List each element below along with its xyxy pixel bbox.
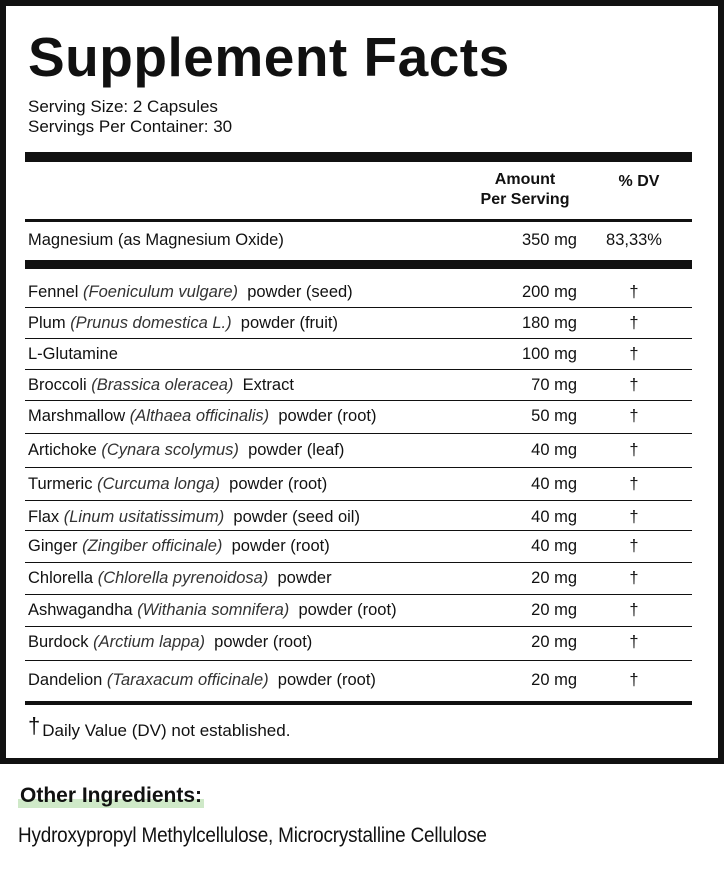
thick-divider-middle xyxy=(25,260,692,269)
ingredient-common-name: Flax xyxy=(28,508,60,526)
ingredient-form: powder (seed oil) xyxy=(233,508,360,526)
row-divider xyxy=(25,307,692,308)
ingredient-name xyxy=(28,314,338,333)
ingredient-name xyxy=(28,633,312,652)
ingredient-name xyxy=(28,475,327,494)
ingredient-name xyxy=(28,537,330,556)
ingredient-row xyxy=(25,371,692,401)
nutrient-amount: 350 mg xyxy=(521,231,577,249)
ingredient-amount: 40 mg xyxy=(531,537,577,555)
ingredient-latin-name: (Taraxacum officinale) xyxy=(106,671,269,689)
thick-divider-top xyxy=(25,152,692,162)
ingredient-name xyxy=(28,441,344,460)
primary-nutrient-row xyxy=(25,226,692,256)
row-divider xyxy=(25,594,692,595)
dv-column-header: % DV xyxy=(618,173,660,190)
ingredient-latin-name: (Prunus domestica L.) xyxy=(70,314,232,332)
ingredient-form: powder xyxy=(277,569,332,587)
ingredient-common-name: Burdock xyxy=(28,633,89,651)
ingredient-name xyxy=(28,508,360,527)
ingredient-amount: 50 mg xyxy=(531,407,577,425)
ingredient-form: powder (root) xyxy=(278,407,377,425)
ingredient-latin-name: (Curcuma longa) xyxy=(97,475,220,493)
servings-per-container: Servings Per Container: 30 xyxy=(28,117,233,136)
ingredient-common-name: Ashwagandha xyxy=(28,601,133,619)
ingredient-form: powder (root) xyxy=(214,633,313,651)
ingredient-form: powder (seed) xyxy=(247,283,353,301)
ingredient-amount: 200 mg xyxy=(521,283,577,301)
ingredient-name xyxy=(28,671,376,690)
ingredient-row xyxy=(25,436,692,466)
ingredient-row xyxy=(25,628,692,658)
ingredient-common-name: Broccoli xyxy=(28,376,87,394)
ingredient-common-name: Artichoke xyxy=(28,441,97,459)
ingredient-dv: † xyxy=(629,441,639,459)
ingredient-row xyxy=(25,278,692,308)
row-divider xyxy=(25,433,692,434)
ingredient-dv: † xyxy=(629,569,639,587)
ingredient-name xyxy=(28,283,353,302)
ingredient-latin-name: (Arctium lappa) xyxy=(93,633,205,651)
ingredient-amount: 40 mg xyxy=(531,441,577,459)
ingredient-form: powder (fruit) xyxy=(240,314,338,332)
ingredient-dv: † xyxy=(629,633,639,651)
row-divider xyxy=(25,626,692,627)
other-ingredients-text: Hydroxypropyl Methylcellulose, Microcrystalline Cellulose xyxy=(18,824,487,847)
ingredient-latin-name: (Foeniculum vulgare) xyxy=(83,283,239,301)
ingredient-latin-name: (Cynara scolymus) xyxy=(101,441,239,459)
ingredient-row xyxy=(25,596,692,626)
divider-header xyxy=(25,219,692,222)
ingredient-latin-name: (Zingiber officinale) xyxy=(82,537,223,555)
ingredient-form: powder (root) xyxy=(298,601,397,619)
ingredient-dv: † xyxy=(629,376,639,394)
ingredient-dv: † xyxy=(629,475,639,493)
ingredient-name xyxy=(28,407,376,426)
ingredient-dv: † xyxy=(629,283,639,301)
row-divider xyxy=(25,660,692,661)
ingredient-form: Extract xyxy=(242,376,294,394)
label-title: Supplement Facts xyxy=(28,26,510,88)
dagger-mark: † xyxy=(28,713,41,738)
ingredient-row xyxy=(25,532,692,562)
row-divider xyxy=(25,500,692,501)
amount-column-header: Amount Per Serving xyxy=(480,171,570,208)
ingredient-row xyxy=(25,402,692,432)
ingredient-form: powder (leaf) xyxy=(248,441,345,459)
ingredient-dv: † xyxy=(629,601,639,619)
ingredient-amount: 20 mg xyxy=(531,601,577,619)
thick-divider-bottom xyxy=(25,701,692,705)
ingredient-latin-name: (Linum usitatissimum) xyxy=(63,508,225,526)
ingredient-common-name: Turmeric xyxy=(28,475,93,493)
ingredient-common-name: Fennel xyxy=(28,283,79,301)
ingredient-name xyxy=(28,376,294,395)
ingredient-amount: 180 mg xyxy=(521,314,577,332)
ingredient-form: powder (root) xyxy=(231,537,330,555)
ingredient-dv: † xyxy=(629,508,639,526)
ingredient-latin-name: (Brassica oleracea) xyxy=(91,376,234,394)
ingredient-amount: 20 mg xyxy=(531,569,577,587)
ingredient-common-name: Plum xyxy=(28,314,66,332)
ingredient-dv: † xyxy=(629,407,639,425)
nutrient-name: Magnesium (as Magnesium Oxide) xyxy=(28,231,284,249)
ingredient-amount: 40 mg xyxy=(531,475,577,493)
row-divider xyxy=(25,338,692,339)
ingredient-dv: † xyxy=(629,537,639,555)
ingredient-amount: 20 mg xyxy=(531,633,577,651)
serving-size: Serving Size: 2 Capsules xyxy=(28,97,218,116)
ingredient-dv: † xyxy=(629,314,639,332)
ingredient-common-name: Dandelion xyxy=(28,671,103,689)
ingredient-row xyxy=(25,503,692,533)
ingredient-form: powder (root) xyxy=(229,475,328,493)
ingredient-amount: 20 mg xyxy=(531,671,577,689)
row-divider xyxy=(25,467,692,468)
ingredient-amount: 70 mg xyxy=(531,376,577,394)
ingredient-row xyxy=(25,340,692,370)
ingredient-name xyxy=(28,569,332,588)
ingredient-row xyxy=(25,470,692,500)
ingredient-dv: † xyxy=(629,671,639,689)
ingredient-latin-name: (Withania somnifera) xyxy=(137,601,290,619)
ingredient-form: powder (root) xyxy=(277,671,376,689)
footnote xyxy=(28,713,291,742)
ingredient-amount: 100 mg xyxy=(521,345,577,363)
ingredient-common-name: Ginger xyxy=(28,537,78,555)
ingredient-name xyxy=(28,345,118,364)
ingredient-common-name: Marshmallow xyxy=(28,407,126,425)
row-divider xyxy=(25,369,692,370)
row-divider xyxy=(25,530,692,531)
ingredient-common-name: L-Glutamine xyxy=(28,345,118,363)
footnote-text: Daily Value (DV) not established. xyxy=(42,721,291,740)
ingredient-name xyxy=(28,601,397,620)
ingredient-latin-name: (Althaea officinalis) xyxy=(129,407,270,425)
nutrient-dv: 83,33% xyxy=(606,231,662,249)
ingredient-row xyxy=(25,309,692,339)
ingredient-dv: † xyxy=(629,345,639,363)
other-ingredients-heading: Other Ingredients: xyxy=(20,784,203,807)
ingredient-row xyxy=(25,564,692,594)
row-divider xyxy=(25,562,692,563)
row-divider xyxy=(25,400,692,401)
ingredient-common-name: Chlorella xyxy=(28,569,94,587)
ingredient-amount: 40 mg xyxy=(531,508,577,526)
ingredient-latin-name: (Chlorella pyrenoidosa) xyxy=(97,569,269,587)
ingredient-row xyxy=(25,666,692,696)
